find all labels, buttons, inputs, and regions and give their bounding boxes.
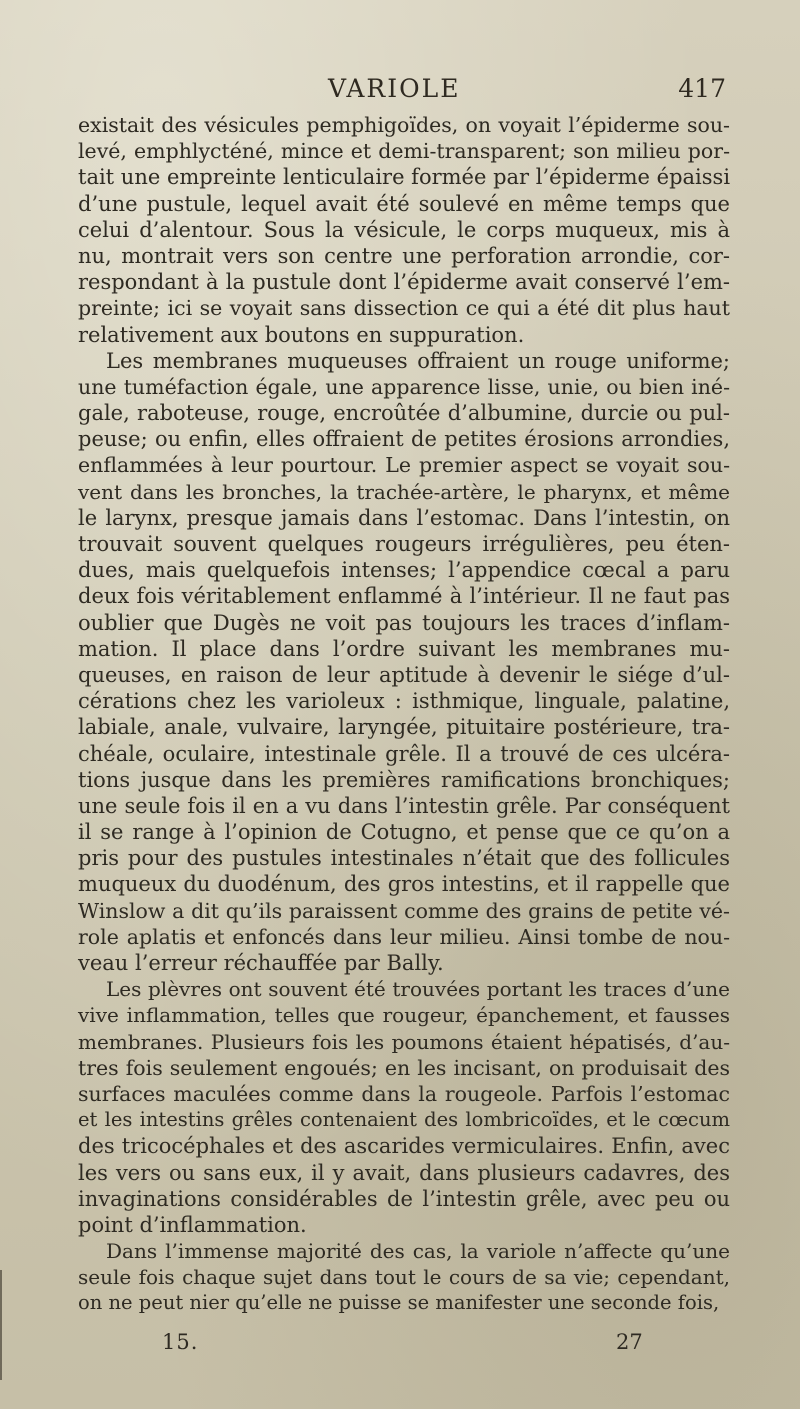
text-line: d’une pustule, lequel avait été soulevé en même temps que (78, 191, 730, 216)
signature-mark: 15. (162, 1330, 199, 1354)
text-line: chéale, oculaire, intestinale grêle. Il a trouvé de ces ulcéra- (78, 741, 730, 766)
binding-edge (0, 1270, 8, 1380)
page-footer (78, 1330, 728, 1360)
text-line: preinte; ici se voyait sans dissection ce qui a été dit plus haut (78, 296, 730, 321)
text-line: enflammées à leur pourtour. Le premier aspect se voyait sou- (78, 453, 730, 478)
text-line: veau l’erreur réchauffée par Bally. (78, 951, 444, 975)
text-line: Les plèvres ont souvent été trouvées portant les traces d’une (106, 977, 730, 1002)
text-line: on ne peut nier qu’elle ne puisse se manifester une seconde fois, (78, 1291, 720, 1315)
text-line: pris pour des pustules intestinales n’était que des follicules (78, 846, 730, 871)
text-line: levé, emphlycténé, mince et demi-transparent; son milieu por- (78, 139, 730, 164)
text-line: vent dans les bronches, la trachée-artère, le pharynx, et même (78, 479, 730, 504)
page-number: 417 (678, 74, 726, 103)
text-line: tions jusque dans les premières ramifications bronchiques; (78, 767, 730, 792)
text-line: le larynx, presque jamais dans l’estomac. Dans l’intestin, on (78, 505, 730, 530)
text-line: invaginations considérables de l’intestin grêle, avec peu ou (78, 1186, 730, 1211)
text-line: respondant à la pustule dont l’épiderme avait conservé l’em- (78, 270, 730, 295)
text-line: trouvait souvent quelques rougeurs irrégulières, peu éten- (78, 532, 730, 556)
text-line: dues, mais quelquefois intenses; l’appendice cœcal a paru (78, 558, 730, 583)
text-line: role aplatis et enfoncés dans leur milieu. Ainsi tombe de nou- (78, 924, 730, 949)
text-line: deux fois véritablement enflammé à l’intérieur. Il ne faut pas (78, 584, 730, 609)
body-text (78, 112, 730, 1317)
text-line: cérations chez les varioleux : isthmique, linguale, palatine, (78, 689, 730, 714)
text-line: queuses, en raison de leur aptitude à devenir le siége d’ul- (78, 662, 730, 687)
text-line: une tuméfaction égale, une apparence lisse, unie, ou bien iné- (78, 374, 730, 399)
text-line: point d’inflammation. (78, 1212, 307, 1237)
running-header (78, 74, 728, 108)
text-line: il se range à l’opinion de Cotugno, et pense que ce qu’on a (78, 820, 730, 845)
text-line: une seule fois il en a vu dans l’intestin grêle. Par conséquent (78, 793, 730, 818)
text-line: gale, raboteuse, rouge, encroûtée d’albumine, durcie ou pul- (78, 401, 730, 426)
text-line: tait une empreinte lenticulaire formée par l’épiderme épaissi (78, 165, 731, 190)
text-line: relativement aux boutons en suppuration. (78, 322, 525, 347)
text-line: vive inflammation, telles que rougeur, épanchement, et fausses (78, 1003, 730, 1028)
gathering-number: 27 (616, 1330, 643, 1354)
text-line: celui d’alentour. Sous la vésicule, le corps muqueux, mis à (78, 217, 730, 242)
text-line: et les intestins grêles contenaient des lombricoïdes, et le cœcum (78, 1108, 730, 1132)
text-line: des tricocéphales et des ascarides vermiculaires. Enfin, avec (78, 1134, 730, 1159)
text-line: muqueux du duodénum, des gros intestins, et il rappelle que (78, 872, 730, 897)
text-line: mation. Il place dans l’ordre suivant les membranes mu- (78, 636, 730, 661)
text-line: seule fois chaque sujet dans tout le cours de sa vie; cependant, (78, 1265, 730, 1290)
text-line: Dans l’immense majorité des cas, la variole n’affecte qu’une (106, 1239, 730, 1264)
text-line: membranes. Plusieurs fois les poumons étaient hépatisés, d’au- (78, 1029, 730, 1054)
text-line: les vers ou sans eux, il y avait, dans plusieurs cadavres, des (78, 1160, 730, 1185)
text-line: Les membranes muqueuses offraient un rouge uniforme; (106, 348, 730, 373)
running-title: VARIOLE (328, 74, 461, 103)
text-line: labiale, anale, vulvaire, laryngée, pituitaire postérieure, tra- (78, 715, 730, 740)
text-line: nu, montrait vers son centre une perforation arrondie, cor- (78, 243, 730, 268)
text-line: peuse; ou enfin, elles offraient de petites érosions arrondies, (78, 427, 730, 452)
text-line: tres fois seulement engoués; en les incisant, on produisait des (78, 1055, 730, 1080)
text-line: existait des vésicules pemphigoïdes, on voyait l’épiderme sou- (78, 113, 730, 137)
text-line: oublier que Dugès ne voit pas toujours les traces d’inflam- (78, 610, 730, 635)
text-line: surfaces maculées comme dans la rougeole. Parfois l’estomac (78, 1081, 730, 1106)
text-line: Winslow a dit qu’ils paraissent comme des grains de petite vé- (78, 898, 730, 923)
